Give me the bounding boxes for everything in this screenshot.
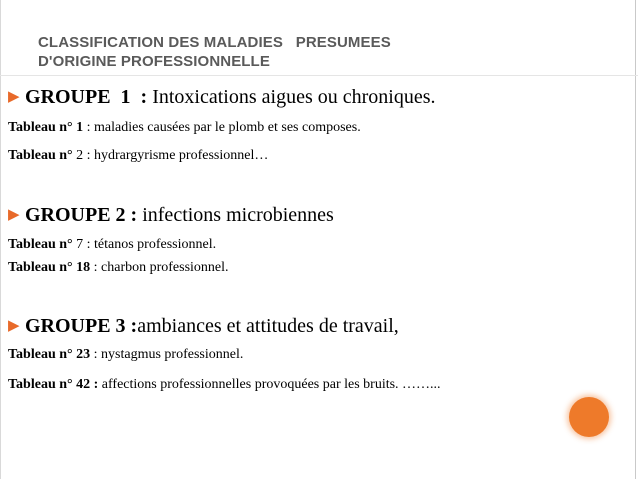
triangle-bullet-icon: ▶ (8, 205, 20, 223)
table-label: Tableau n° 42 : (8, 377, 99, 392)
slide-title-line-2: D'ORIGINE PROFESSIONNELLE (38, 53, 270, 70)
title-divider (0, 75, 638, 76)
group-2-table-1 (8, 236, 216, 254)
group-1-table-1 (8, 119, 361, 137)
triangle-bullet-icon: ▶ (8, 87, 20, 105)
slide-left-border (0, 0, 1, 479)
slide-title (38, 33, 498, 71)
triangle-bullet-icon: ▶ (8, 316, 20, 334)
group-2-table-2 (8, 259, 229, 277)
table-label: Tableau n° (8, 148, 73, 163)
group-1-title: GROUPE 1 : (25, 86, 148, 108)
group-2-description: infections microbiennes (142, 204, 334, 226)
table-label: Tableau n° 1 (8, 120, 84, 135)
group-3-table-1 (8, 346, 243, 364)
group-3-description: ambiances et attitudes de travail, (137, 315, 399, 337)
group-1-table-2 (8, 147, 268, 165)
table-label: Tableau n° 18 (8, 260, 91, 275)
table-label: Tableau n° 23 (8, 347, 91, 362)
group-3-heading (8, 313, 399, 338)
group-1-description: Intoxications aigues ou chroniques. (152, 86, 436, 108)
table-text: : maladies causées par le plomb et ses composes. (83, 120, 361, 135)
group-3-table-2 (8, 376, 441, 394)
table-text: : charbon professionnel. (90, 260, 229, 275)
group-2-heading (8, 202, 334, 227)
orange-circle-decoration (569, 397, 609, 437)
table-text: : nystagmus professionnel. (90, 347, 244, 362)
table-text: affections professionnelles provoquées par les bruits. ……... (98, 377, 441, 392)
group-3-title: GROUPE 3 : (25, 315, 138, 337)
group-2-title: GROUPE 2 : (25, 204, 138, 226)
group-1-heading (8, 84, 436, 109)
slide-title-line-1: CLASSIFICATION DES MALADIES PRESUMEES (38, 34, 391, 51)
table-text: 7 : tétanos professionnel. (72, 237, 217, 252)
slide-right-border (635, 0, 636, 479)
table-text: 2 : hydrargyrisme professionnel… (72, 148, 269, 163)
table-label: Tableau n° (8, 237, 73, 252)
